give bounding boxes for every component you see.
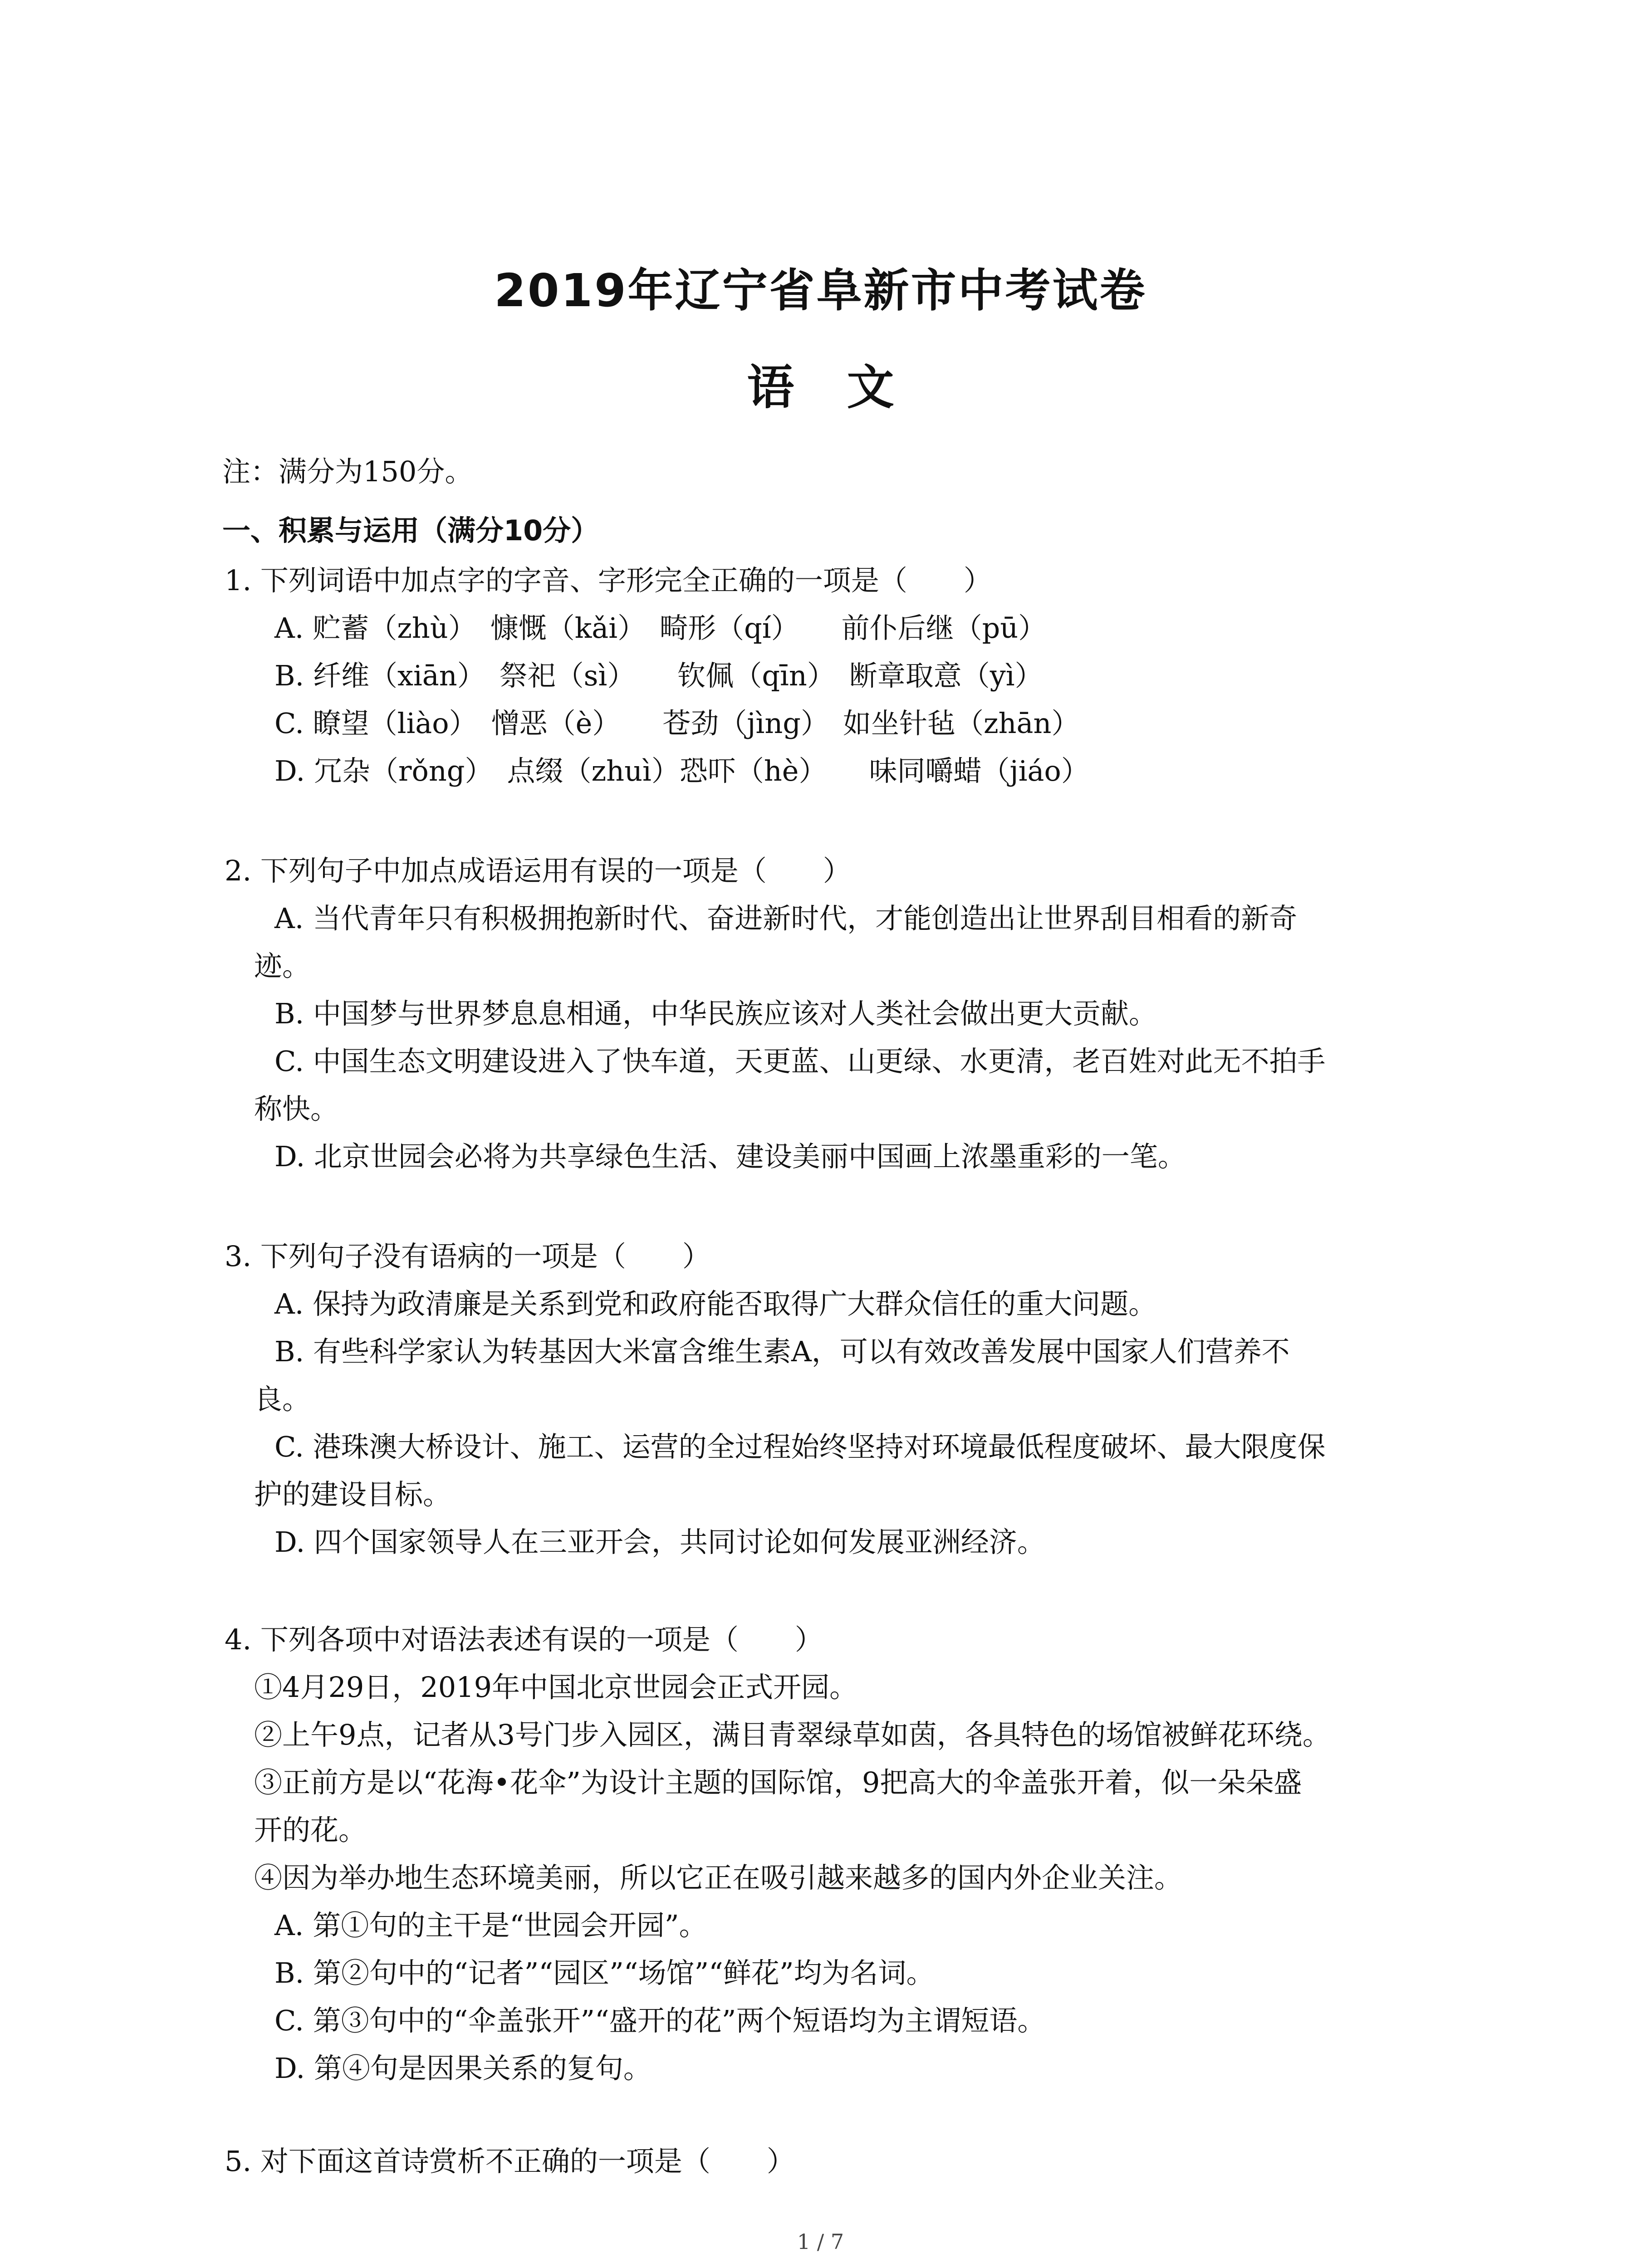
question-4-option-c: C. 第③句中的“伞盖张开”“盛开的花”两个短语均为主谓短语。 bbox=[274, 2004, 1046, 2037]
question-4-sentence-3-cont: 开的花。 bbox=[254, 1813, 367, 1847]
question-1-stem: 1. 下列词语中加点字的字音、字形完全正确的一项是（ ） bbox=[225, 564, 992, 597]
question-3-option-a: A. 保持为政清廉是关系到党和政府能否取得广大群众信任的重大问题。 bbox=[274, 1287, 1157, 1320]
question-1-option-a: A. 贮蓄（zhù） 慷慨（kǎi） 畸形（qí） 前仆后继（pū） bbox=[274, 611, 1047, 645]
question-2-option-c-cont: 称快。 bbox=[254, 1092, 339, 1125]
question-3-option-c-cont: 护的建设目标。 bbox=[254, 1478, 451, 1511]
question-3-option-d: D. 四个国家领导人在三亚开会，共同讨论如何发展亚洲经济。 bbox=[274, 1525, 1045, 1559]
question-1-option-b: B. 纤维（xiān） 祭祀（sì） 钦佩（qīn） 断章取意（yì） bbox=[274, 659, 1043, 692]
question-3-option-c: C. 港珠澳大桥设计、施工、运营的全过程始终坚持对环境最低程度破坏、最大限度保 bbox=[274, 1430, 1326, 1463]
question-2-stem: 2. 下列句子中加点成语运用有误的一项是（ ） bbox=[225, 854, 851, 887]
subject-title: 语 文 bbox=[747, 360, 894, 415]
question-1-option-d: D. 冗杂（rǒng） 点缀（zhuì）恐吓（hè） 味同嚼蜡（jiáo） bbox=[274, 754, 1089, 787]
question-4-stem: 4. 下列各项中对语法表述有误的一项是（ ） bbox=[225, 1623, 823, 1656]
question-4-option-b: B. 第②句中的“记者”“园区”“场馆”“鲜花”均为名词。 bbox=[274, 1956, 935, 1989]
question-2-option-d: D. 北京世园会必将为共享绿色生活、建设美丽中国画上浓墨重彩的一笔。 bbox=[274, 1140, 1186, 1173]
question-2-option-a: A. 当代青年只有积极拥抱新时代、奋进新时代，才能创造出让世界刮目相看的新奇 bbox=[274, 902, 1298, 935]
question-4-option-d: D. 第④句是因果关系的复句。 bbox=[274, 2052, 652, 2085]
question-3-stem: 3. 下列句子没有语病的一项是（ ） bbox=[225, 1240, 710, 1273]
question-3-option-b-cont: 良。 bbox=[254, 1383, 311, 1416]
question-5-stem: 5. 对下面这首诗赏析不正确的一项是（ ） bbox=[225, 2145, 795, 2178]
question-2-option-a-cont: 迹。 bbox=[254, 949, 311, 982]
question-4-option-a: A. 第①句的主干是“世园会开园”。 bbox=[274, 1909, 707, 1942]
question-4-sentence-2: ②上午9点，记者从3号门步入园区，满目青翠绿草如茵，各具特色的场馆被鲜花环绕。 bbox=[254, 1718, 1331, 1751]
question-3-option-b: B. 有些科学家认为转基因大米富含维生素A，可以有效改善发展中国家人们营养不 bbox=[274, 1335, 1290, 1368]
exam-title: 2019年辽宁省阜新市中考试卷 bbox=[494, 264, 1147, 317]
score-note: 注：满分为150分。 bbox=[222, 455, 473, 488]
question-2-option-b: B. 中国梦与世界梦息息相通，中华民族应该对人类社会做出更大贡献。 bbox=[274, 997, 1157, 1030]
section-heading: 一、积累与运用（满分10分） bbox=[222, 514, 599, 547]
question-2-option-c: C. 中国生态文明建设进入了快车道，天更蓝、山更绿、水更清，老百姓对此无不拍手 bbox=[274, 1045, 1326, 1078]
question-4-sentence-3: ③正前方是以“花海•花伞”为设计主题的国际馆，9把高大的伞盖张开着，似一朵朵盛 bbox=[254, 1766, 1302, 1799]
page-number: 1 / 7 bbox=[797, 2229, 844, 2254]
question-4-sentence-1: ①4月29日，2019年中国北京世园会正式开园。 bbox=[254, 1671, 858, 1704]
question-1-option-c: C. 瞭望（liào） 憎恶（è） 苍劲（jìng） 如坐针毡（zhān） bbox=[274, 707, 1080, 740]
question-4-sentence-4: ④因为举办地生态环境美丽，所以它正在吸引越来越多的国内外企业关注。 bbox=[254, 1861, 1183, 1894]
